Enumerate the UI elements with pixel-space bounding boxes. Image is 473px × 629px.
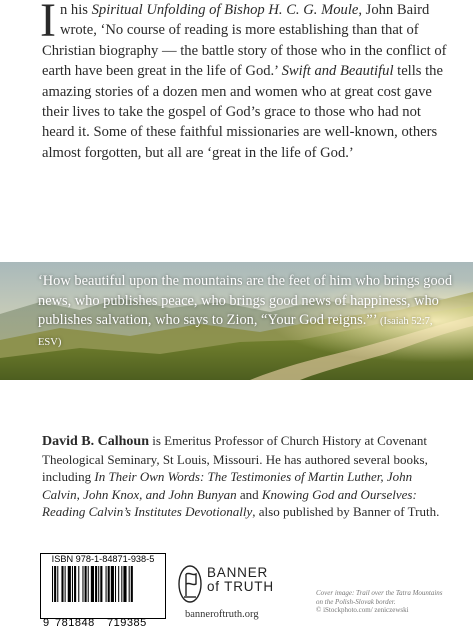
credit-line-3: © iStockphoto.com/ zeniczewski [316,606,409,615]
author-name: David B. Calhoun [42,434,149,449]
banner-of-truth-logo-icon [177,564,203,604]
blurb-text-2: , John Baird wrote, ‘No course of reading is more establishing than that of Christian biography — the battle story of those who in the conflict of earth have been great in the life of God.’ [42,2,447,80]
cover-image-credit [316,589,466,615]
bio-book-title-1: In Their Own Words: The Testimonies of Martin Luther, John Calvin, John Knox, and John Bunyan [42,469,413,502]
bio-book-title-2: Knowing God and Ourselves: Reading Calvin’s Institutes Devotionally [42,486,417,520]
blurb-book-title-1: Spiritual Unfolding of Bishop H. C. G. Moule [91,2,359,18]
quote-citation: (Isaiah 52:7, ESV) [38,316,433,348]
author-bio [42,432,452,521]
barcode-digit-first: 9 [43,617,50,629]
blurb-book-title-2: Swift and Beautiful [281,63,394,80]
blurb-text-1: n his [59,2,92,18]
bio-text-2: and [236,486,262,502]
blurb-paragraph [42,0,448,163]
bio-text-1: is Emeritus Professor of Church History at Covenant Theological Seminary, St Louis, Missouri. He has authored several books, including [42,433,428,485]
credit-line-2: on the Polish-Slovak border. [316,597,396,606]
publisher-name-line1: BANNER [207,565,269,580]
blurb-text-3: tells the amazing stories of a dozen men and women who at great cost gave their lives to take the gospel of God’s grace to those who had not heard it. Some of these faithful missionaries are well-known, others almost forgotten, but all are ‘great in the life of God.’ [42,63,443,161]
publisher-name [207,566,274,594]
publisher-name-line2: of TRUTH [207,579,274,594]
drop-cap: I [40,0,56,47]
isbn-barcode [40,553,166,629]
credit-line-1: Cover image: Trail over the Tatra Mountains [316,589,443,597]
publisher-url: banneroftruth.org [185,609,259,620]
scripture-quote [38,272,458,352]
barcode-bars [52,566,156,602]
barcode-group-left: 781848 [55,617,95,629]
isbn-label: ISBN 978-1-84871-938-5 [51,554,155,564]
publisher-block [175,562,295,620]
quote-text: ‘How beautiful upon the mountains are the feet of him who brings good news, who publishes peace, who brings good news of happiness, who publishes salvation, who says to Zion, “Your God reigns.”’ [38,273,453,329]
bio-text-3: , also published by Banner of Truth. [252,504,440,520]
barcode-group-right: 719385 [107,617,147,629]
